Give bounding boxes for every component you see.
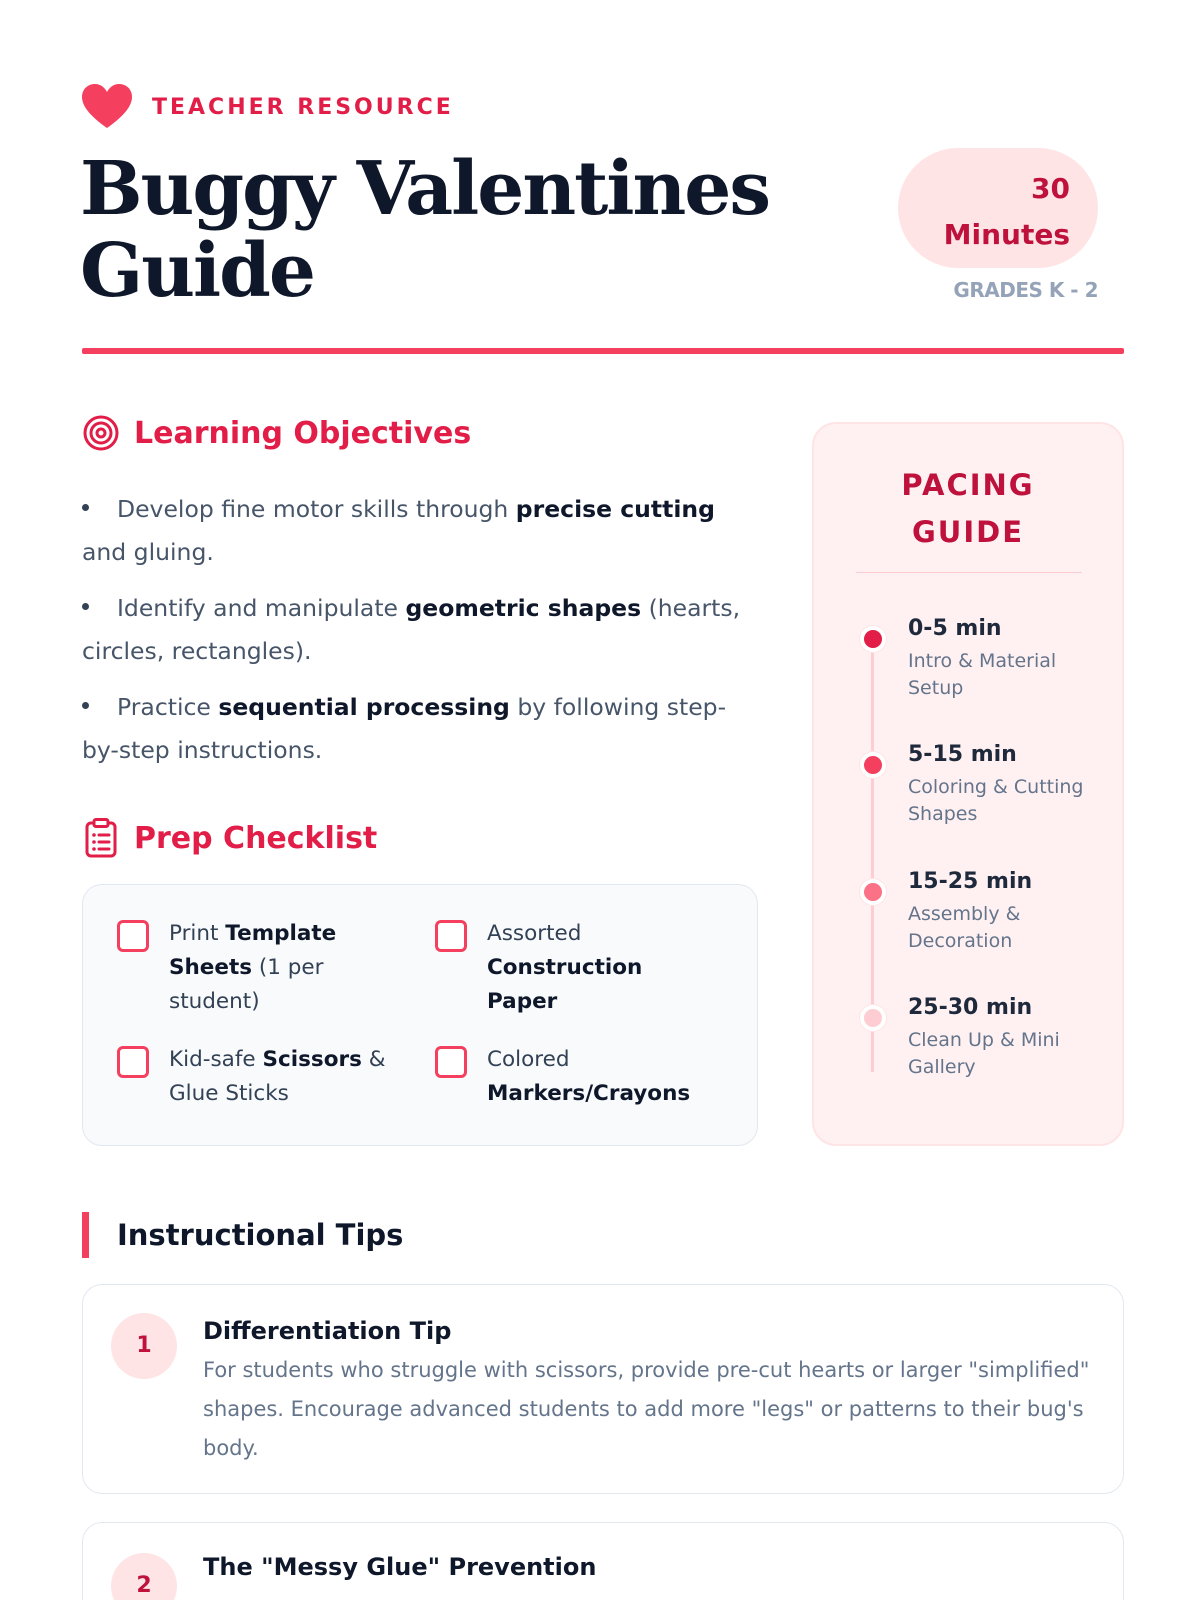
objectives-heading-label: Learning Objectives: [134, 415, 472, 451]
bullet: [82, 603, 89, 610]
objectives-heading: [82, 414, 471, 452]
timeline-time: 25-30 min: [908, 995, 1033, 1020]
checklist-item[interactable]: [117, 1043, 397, 1111]
eyebrow-label: TEACHER RESOURCE: [152, 94, 454, 120]
prep-checklist: [82, 884, 758, 1146]
timeline-dot: [860, 879, 886, 905]
bullet: [82, 702, 89, 709]
tip-card: [82, 1522, 1124, 1600]
tip-title: Differentiation Tip: [203, 1317, 452, 1345]
list-item: Develop fine motor skills through precise cutting and gluing.: [82, 495, 715, 566]
timeline-time: 5-15 min: [908, 742, 1017, 767]
list-item: Practice sequential processing by following step-by-step instructions.: [82, 693, 727, 764]
pacing-divider: [856, 572, 1082, 573]
duration-badge: [898, 148, 1098, 268]
timeline-dot: [860, 752, 886, 778]
page-title: Buggy Valentines Guide: [80, 146, 769, 314]
tip-number-badge: 2: [111, 1553, 177, 1600]
header-divider: [82, 348, 1124, 354]
grade-level: GRADES K - 2: [953, 278, 1098, 302]
clipboard-icon: [82, 818, 120, 858]
timeline-desc: Coloring & Cutting Shapes: [908, 776, 1084, 825]
timeline-desc: Assembly & Decoration: [908, 903, 1021, 952]
heart-icon: [82, 84, 132, 130]
checklist-item-label: Kid-safe Scissors & Glue Sticks: [169, 1047, 386, 1106]
duration-number: 30: [1031, 172, 1070, 205]
checklist-item[interactable]: [435, 1043, 715, 1111]
checklist-heading: [82, 818, 377, 858]
checklist-item-label: Assorted Construction Paper: [487, 921, 643, 1014]
pacing-title: PACING GUIDE: [901, 468, 1035, 549]
timeline-dot: [860, 1005, 886, 1031]
timeline-time: 0-5 min: [908, 616, 1002, 641]
timeline-desc: Clean Up & Mini Gallery: [908, 1029, 1060, 1078]
bullet: [82, 504, 89, 511]
objectives-list: [82, 488, 762, 785]
timeline-time: 15-25 min: [908, 869, 1033, 894]
tip-title: The "Messy Glue" Prevention: [203, 1553, 597, 1581]
checkbox-icon[interactable]: [117, 920, 149, 952]
checklist-item-label: Colored Markers/Crayons: [487, 1047, 691, 1106]
timeline-dot: [860, 626, 886, 652]
tips-heading: Instructional Tips: [82, 1212, 403, 1258]
checklist-item-label: Print Template Sheets (1 per student): [169, 921, 337, 1014]
checklist-item[interactable]: [435, 917, 715, 1019]
duration-unit: Minutes: [943, 218, 1070, 251]
tip-number-badge: 1: [111, 1313, 177, 1379]
list-item: Identify and manipulate geometric shapes (hearts, circles, rectangles).: [82, 594, 741, 665]
checkbox-icon[interactable]: [435, 920, 467, 952]
checklist-heading-label: Prep Checklist: [134, 820, 378, 856]
target-icon: [82, 414, 120, 452]
pacing-guide: [812, 422, 1124, 1146]
eyebrow: [82, 84, 454, 130]
checklist-item[interactable]: [117, 917, 397, 1019]
tip-text: For students who struggle with scissors, provide pre-cut hearts or larger "simplified" shapes. Encourage advanced students to add more "legs" or patterns to their bug's body.: [203, 1358, 1090, 1460]
timeline-desc: Intro & Material Setup: [908, 650, 1057, 699]
checkbox-icon[interactable]: [117, 1046, 149, 1078]
checkbox-icon[interactable]: [435, 1046, 467, 1078]
tip-card: [82, 1284, 1124, 1494]
